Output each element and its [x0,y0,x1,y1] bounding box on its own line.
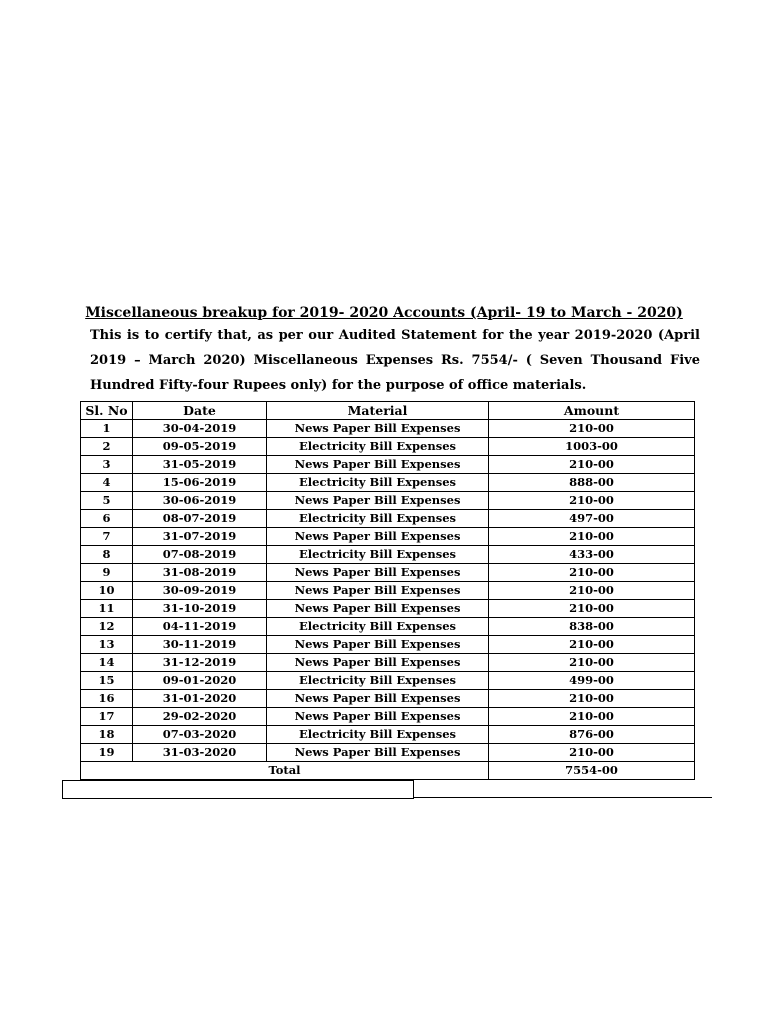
cell-date: 07-03-2020 [133,726,267,744]
cell-material: News Paper Bill Expenses [267,654,489,672]
table-body [81,420,695,762]
table-row [81,618,695,636]
table-row [81,600,695,618]
cell-material: Electricity Bill Expenses [267,726,489,744]
cell-material: News Paper Bill Expenses [267,456,489,474]
cell-date: 08-07-2019 [133,510,267,528]
cell-sl-no: 4 [81,474,133,492]
header-sl-no: Sl. No [81,402,133,420]
certification-paragraph: This is to certify that, as per our Audited Statement for the year 2019-2020 (April 2019 – March 2020) Miscellaneous Expenses Rs. 7554/- ( Seven Thousand Five Hundred Fifty-four Rupees only) for the purpose of office materials. [90,328,700,393]
cell-amount: 210-00 [489,600,695,618]
table-row [81,546,695,564]
header-date: Date [133,402,267,420]
table-row [81,438,695,456]
table-row [81,636,695,654]
table-footer [81,762,695,780]
table-row [81,708,695,726]
cell-amount: 210-00 [489,636,695,654]
cell-date: 30-04-2019 [133,420,267,438]
cell-date: 31-05-2019 [133,456,267,474]
table-row [81,564,695,582]
cell-date: 30-09-2019 [133,582,267,600]
cell-material: News Paper Bill Expenses [267,564,489,582]
cell-date: 09-01-2020 [133,672,267,690]
total-row [81,762,695,780]
cell-amount: 433-00 [489,546,695,564]
cell-date: 04-11-2019 [133,618,267,636]
signature-line [413,797,712,798]
cell-sl-no: 14 [81,654,133,672]
table-row [81,420,695,438]
cell-material: Electricity Bill Expenses [267,438,489,456]
cell-date: 30-11-2019 [133,636,267,654]
cell-amount: 210-00 [489,744,695,762]
cell-sl-no: 7 [81,528,133,546]
cell-material: News Paper Bill Expenses [267,600,489,618]
table-row [81,654,695,672]
cell-sl-no: 5 [81,492,133,510]
cell-amount: 210-00 [489,564,695,582]
table-row [81,474,695,492]
cell-date: 29-02-2020 [133,708,267,726]
table-row [81,672,695,690]
cell-material: News Paper Bill Expenses [267,420,489,438]
cell-amount: 210-00 [489,456,695,474]
cell-amount: 210-00 [489,708,695,726]
cell-sl-no: 18 [81,726,133,744]
cell-sl-no: 17 [81,708,133,726]
table-row [81,456,695,474]
cell-material: News Paper Bill Expenses [267,690,489,708]
cell-amount: 1003-00 [489,438,695,456]
table-row [81,582,695,600]
cell-sl-no: 13 [81,636,133,654]
cell-date: 31-03-2020 [133,744,267,762]
cell-sl-no: 11 [81,600,133,618]
cell-date: 07-08-2019 [133,546,267,564]
cell-sl-no: 3 [81,456,133,474]
cell-amount: 210-00 [489,528,695,546]
table-row [81,726,695,744]
cell-material: News Paper Bill Expenses [267,708,489,726]
cell-amount: 210-00 [489,582,695,600]
table-row [81,492,695,510]
cell-sl-no: 19 [81,744,133,762]
cell-date: 31-12-2019 [133,654,267,672]
cell-amount: 210-00 [489,690,695,708]
table-row [81,528,695,546]
cell-sl-no: 2 [81,438,133,456]
document-title: Miscellaneous breakup for 2019- 2020 Accounts (April- 19 to March - 2020) [85,305,683,321]
signature-box [62,780,414,799]
cell-amount: 210-00 [489,654,695,672]
cell-material: Electricity Bill Expenses [267,618,489,636]
table-row [81,690,695,708]
cell-material: Electricity Bill Expenses [267,510,489,528]
cell-date: 31-07-2019 [133,528,267,546]
header-row [81,402,695,420]
cell-sl-no: 8 [81,546,133,564]
cell-amount: 838-00 [489,618,695,636]
expenses-table [80,401,695,780]
cell-amount: 210-00 [489,420,695,438]
cell-material: Electricity Bill Expenses [267,474,489,492]
cell-sl-no: 6 [81,510,133,528]
cell-amount: 888-00 [489,474,695,492]
table-row [81,744,695,762]
cell-amount: 876-00 [489,726,695,744]
cell-sl-no: 1 [81,420,133,438]
cell-material: News Paper Bill Expenses [267,744,489,762]
cell-amount: 210-00 [489,492,695,510]
cell-amount: 497-00 [489,510,695,528]
cell-date: 31-10-2019 [133,600,267,618]
cell-date: 30-06-2019 [133,492,267,510]
cell-material: News Paper Bill Expenses [267,528,489,546]
cell-sl-no: 12 [81,618,133,636]
cell-sl-no: 15 [81,672,133,690]
total-label: Total [81,762,489,780]
cell-date: 31-01-2020 [133,690,267,708]
table-row [81,510,695,528]
cell-material: Electricity Bill Expenses [267,672,489,690]
cell-date: 31-08-2019 [133,564,267,582]
header-material: Material [267,402,489,420]
cell-material: Electricity Bill Expenses [267,546,489,564]
table-header [81,402,695,420]
cell-sl-no: 16 [81,690,133,708]
cell-sl-no: 10 [81,582,133,600]
cell-material: News Paper Bill Expenses [267,492,489,510]
cell-material: News Paper Bill Expenses [267,636,489,654]
cell-date: 09-05-2019 [133,438,267,456]
header-amount: Amount [489,402,695,420]
cell-date: 15-06-2019 [133,474,267,492]
cell-material: News Paper Bill Expenses [267,582,489,600]
cell-amount: 499-00 [489,672,695,690]
cell-sl-no: 9 [81,564,133,582]
total-amount: 7554-00 [489,762,695,780]
